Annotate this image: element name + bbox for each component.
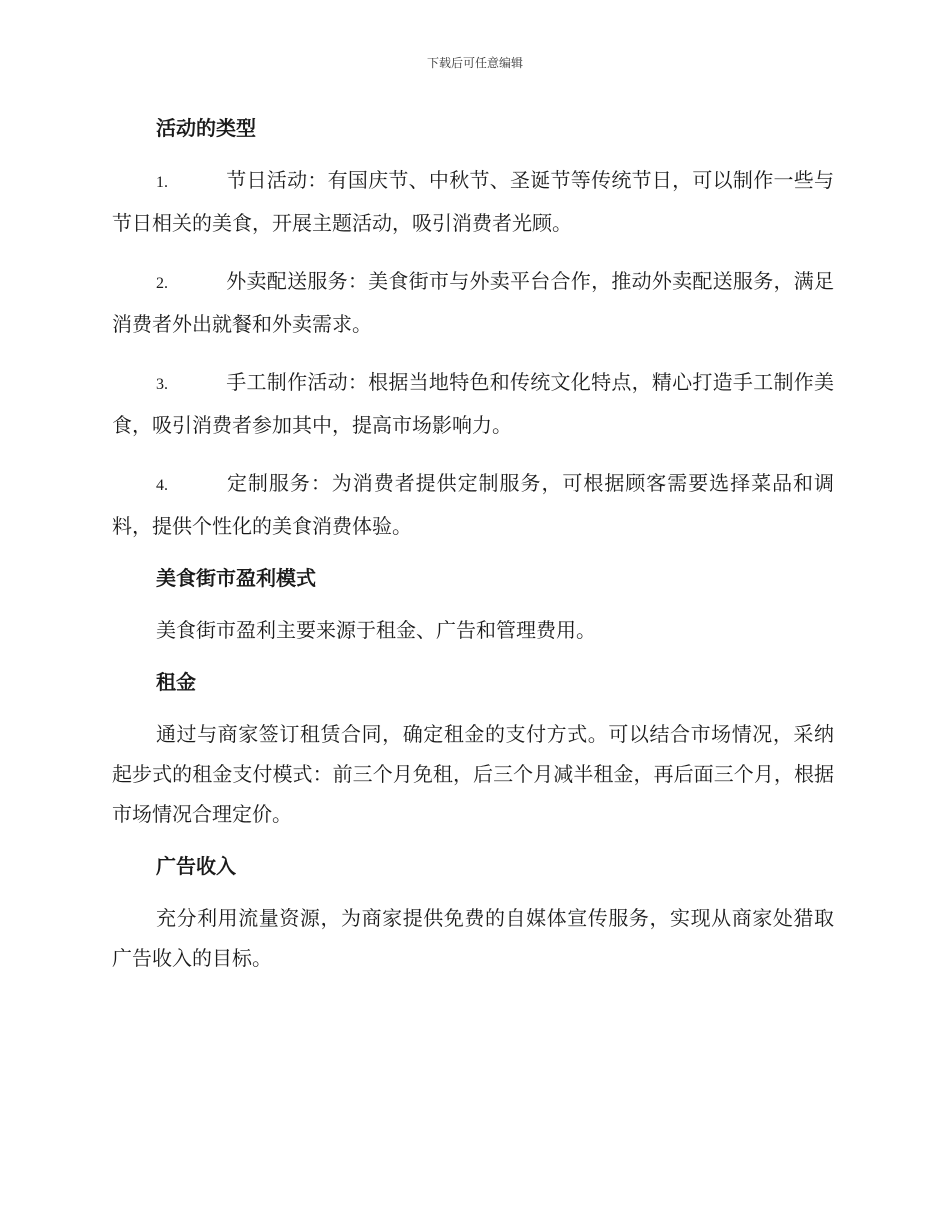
document-body xyxy=(112,110,834,978)
page-header: 下载后可任意编辑 xyxy=(426,56,523,70)
list-item xyxy=(112,160,834,243)
list-item-number: 4. xyxy=(156,477,168,494)
list-item-text: 定制服务：为消费者提供定制服务，可根据顾客需要选择菜品和调料，提供个性化的美食消费体验。 xyxy=(112,471,834,538)
paragraph-profit: 美食街市盈利主要来源于租金、广告和管理费用。 xyxy=(156,618,596,642)
list-item xyxy=(112,261,834,344)
paragraph-rent: 通过与商家签订租赁合同，确定租金的支付方式。可以结合市场情况，采纳起步式的租金支付模式：前三个月免租，后三个月减半租金，再后面三个月，根据市场情况合理定价。 xyxy=(112,722,834,826)
list-item-number: 2. xyxy=(156,275,168,292)
heading-activity-types: 活动的类型 xyxy=(156,116,256,140)
list-item-number: 3. xyxy=(156,376,168,393)
heading-profit-model: 美食街市盈利模式 xyxy=(156,566,316,590)
list-item-text: 外卖配送服务：美食街市与外卖平台合作，推动外卖配送服务，满足消费者外出就餐和外卖需求。 xyxy=(112,269,834,336)
list-item-number: 1. xyxy=(156,174,168,191)
list-item xyxy=(112,463,834,546)
list-item-text: 节日活动：有国庆节、中秋节、圣诞节等传统节日，可以制作一些与节日相关的美食，开展主题活动，吸引消费者光顾。 xyxy=(112,168,834,235)
heading-ad-income: 广告收入 xyxy=(156,854,236,878)
heading-rent: 租金 xyxy=(156,670,196,694)
list-item-text: 手工制作活动：根据当地特色和传统文化特点，精心打造手工制作美食，吸引消费者参加其中，提高市场影响力。 xyxy=(112,370,834,437)
paragraph-ad-income: 充分利用流量资源，为商家提供免费的自媒体宣传服务，实现从商家处猎取广告收入的目标。 xyxy=(112,906,834,970)
list-item xyxy=(112,362,834,445)
